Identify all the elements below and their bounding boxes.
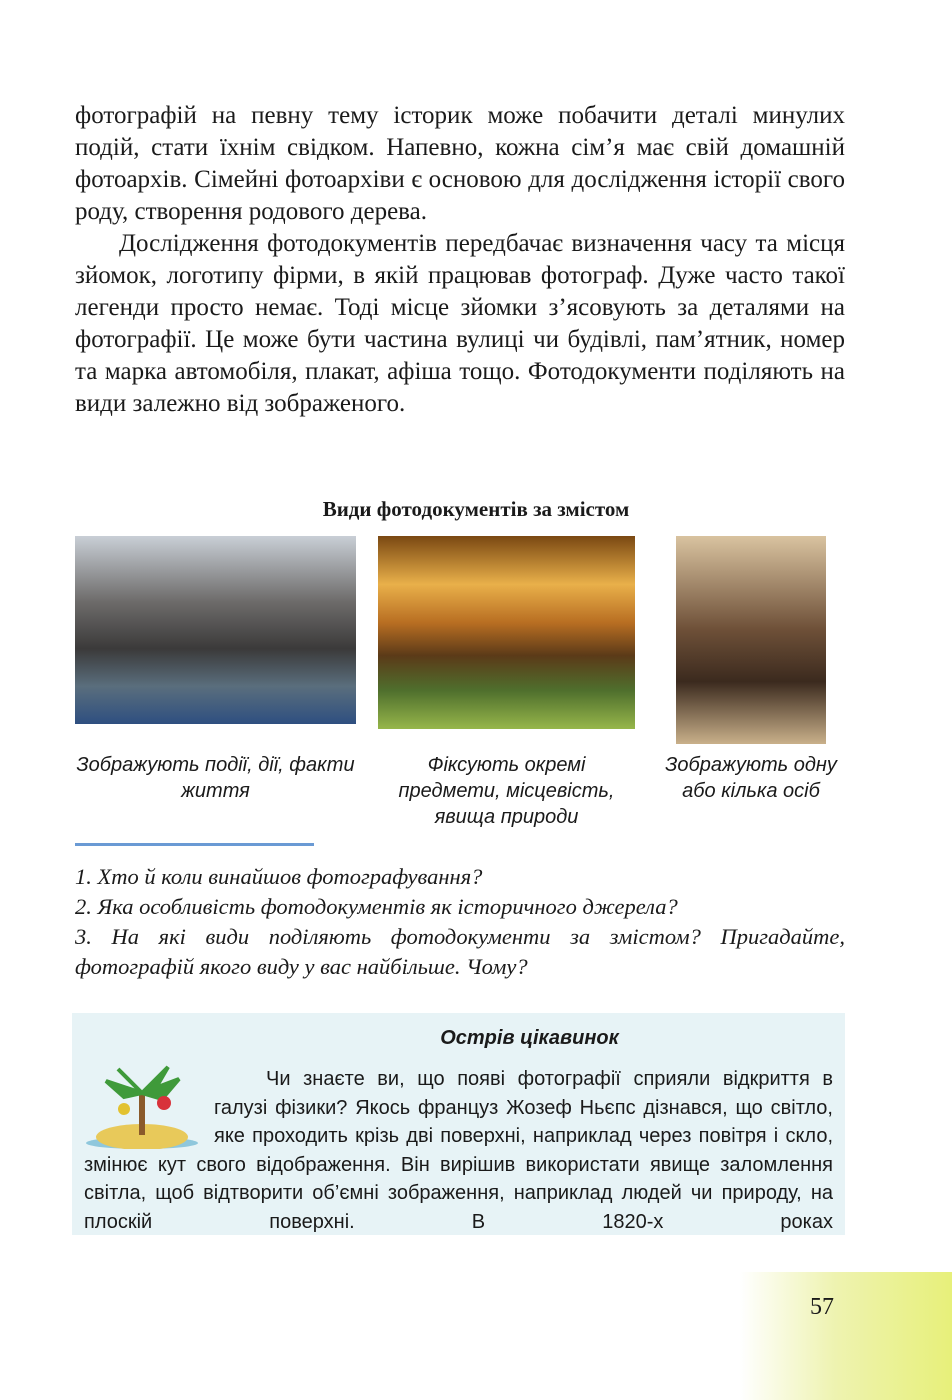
- fact-box-text-wrap: [84, 1065, 833, 1236]
- body-text: [75, 100, 845, 420]
- question: 1. Хто й коли винайшов фотографування?: [75, 864, 483, 889]
- divider: [75, 843, 314, 846]
- page-corner: [740, 1272, 952, 1400]
- question: 3. На які види поділяють фотодокументи за змістом? Пригадайте, фотографій якого виду у вас найбільше. Чому?: [75, 924, 845, 979]
- paragraph: Дослідження фотодокументів передбачає визначення часу та місця зйомок, логотипу фірми, в якій працював фотограф. Дуже часто такої легенди просто немає. Тоді місце зйомки з’ясовують за деталями на фотографії. Це може бути частина вулиці чи будівлі, пам’ятник, номер та марка автомобіля, плакат, афіша тощо. Фотодокументи поділяють на види залежно від зображеного.: [75, 230, 845, 417]
- fact-box-title: Острів цікавинок: [440, 1027, 619, 1049]
- fact-box: [72, 1013, 845, 1235]
- photo-caption-people: Зображують одну або кілька осіб: [665, 754, 837, 802]
- paragraph: фотографій на певну тему історик може побачити деталі минулих подій, стати їхнім свідком. Напевно, кожна сім’я має свій домашній фотоархів. Сімейні фотоархіви є основою для дослідження історії свого роду, створення родового дерева.: [75, 102, 845, 225]
- island-icon: [84, 1065, 214, 1149]
- page-number: 57: [810, 1294, 834, 1320]
- question: 2. Яка особливість фотодокументів як історичного джерела?: [75, 894, 678, 919]
- photo-caption-events: Зображують події, дії, факти життя: [76, 754, 355, 802]
- portrait-photo: [676, 536, 826, 744]
- fact-box-text: Чи знаєте ви, що появі фотографії сприяли відкриття в галузі фізики? Якось француз Жозеф Ньєпс дізнався, що світло, яке проходить крізь дві поверхні, наприклад через повітря і скло, змінює кут свого відображення. Він вирішив використати явище заломлення світла, щоб відтворити об’ємні зображення, наприклад людей чи природу, на плоскій поверхні. В 1820-х роках: [84, 1068, 833, 1233]
- protest-photo: [75, 536, 356, 724]
- landscape-photo: [378, 536, 635, 729]
- questions: [75, 862, 845, 982]
- figure-caption: Види фотодокументів за змістом: [322, 497, 630, 521]
- photo-caption-objects: Фіксують окремі предмети, місцевість, явища природи: [398, 754, 615, 828]
